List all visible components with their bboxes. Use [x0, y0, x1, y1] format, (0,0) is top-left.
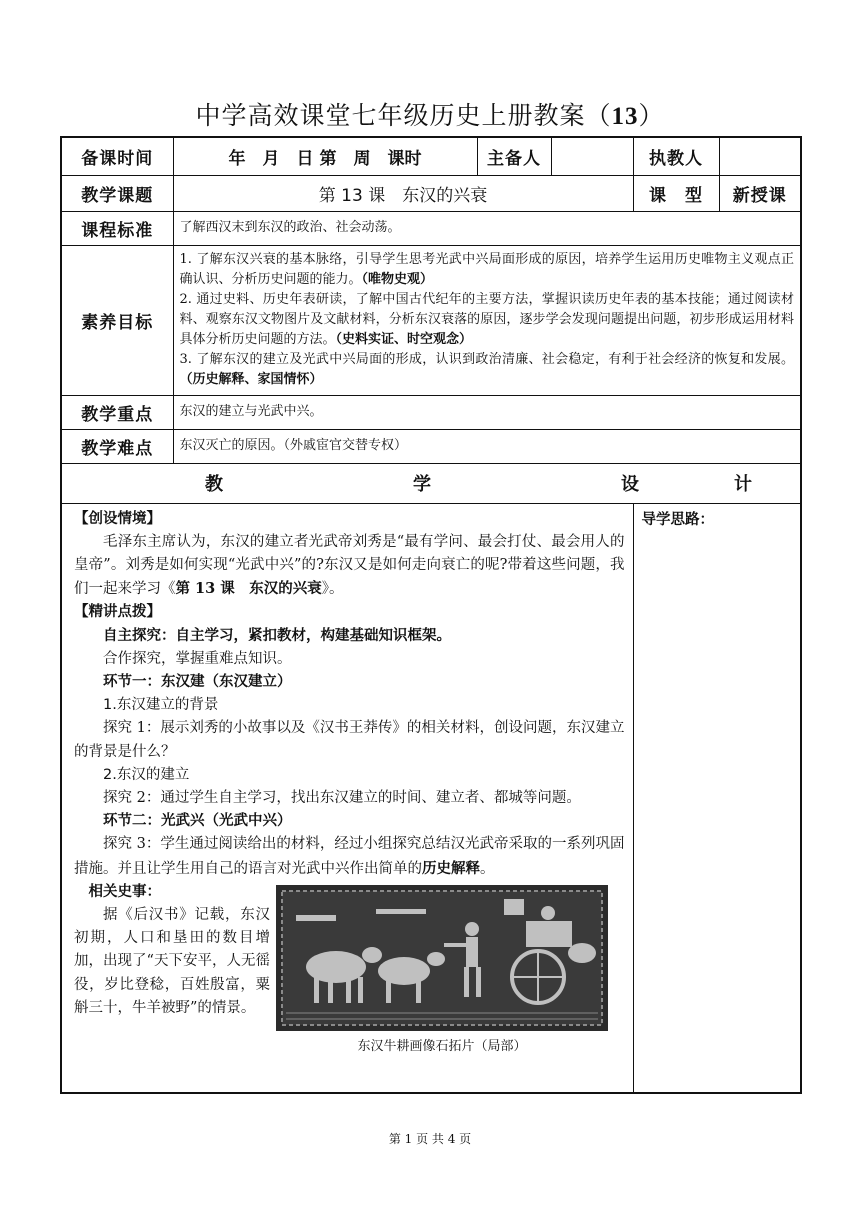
design-main-cell	[61, 503, 633, 1093]
rubbing-illustration	[276, 885, 608, 1031]
difficulties-row	[61, 429, 801, 463]
prep-time-value: 年 月 日 第 周 课时	[173, 137, 477, 175]
curriculum-row	[61, 211, 801, 245]
figure-caption: 东汉牛耕画像石拓片（局部）	[357, 1038, 527, 1054]
key-points-value: 东汉的建立与光武中兴。	[173, 395, 801, 429]
lesson-plan-table	[60, 136, 802, 1094]
scenario-heading: 【创设情境】	[74, 510, 161, 527]
related-history-text	[74, 881, 270, 1020]
related-history-body: 据《后汉书》记载，东汉初期，人口和垦田的数目增加，出现了“天下安平，人无徭役，岁比登稔，百姓殷富，粟斛三十，牛羊被野”的情景。	[74, 906, 270, 1016]
goals-label: 素养目标	[61, 245, 173, 395]
section-2-heading: 环节二：光武兴（光武中兴）	[103, 813, 292, 830]
related-history-block	[74, 881, 625, 1057]
page-footer: 第 1 页 共 4 页	[388, 1132, 472, 1146]
teacher-value	[719, 137, 801, 175]
goals-value	[173, 245, 801, 395]
scenario-text: 毛泽东主席认为，东汉的建立者光武帝刘秀是“最有学问、最会打仗、最会用人的皇帝”。刘秀是如何实现“光武中兴”的?东汉又是如何走向衰亡的呢?带着这些问题，我们一起来学习《第 13 课 东汉的兴衰》。	[74, 533, 625, 598]
curriculum-value: 了解西汉末到东汉的政治、社会动荡。	[173, 211, 801, 245]
header-row-time	[61, 137, 801, 175]
goals-row	[61, 245, 801, 395]
coop-explore: 合作探究，掌握重难点知识。	[103, 650, 292, 667]
section-1-heading: 环节一：东汉建（东汉建立）	[103, 673, 292, 690]
key-points-label: 教学重点	[61, 395, 173, 429]
type-label: 课 型	[633, 175, 719, 211]
header-row-topic	[61, 175, 801, 211]
topic-value: 第 13 课 东汉的兴衰	[173, 175, 633, 211]
curriculum-label: 课程标准	[61, 211, 173, 245]
explain-heading: 【精讲点拨】	[74, 604, 161, 621]
explore-3: 探究 3：学生通过阅读给出的材料，经过小组探究总结汉光武帝采取的一系列巩固措施。并且让学生用自己的语言对光武中兴作出简单的历史解释。	[74, 836, 625, 877]
subsection-1-heading: 1.东汉建立的背景	[103, 697, 219, 714]
teacher-label: 执教人	[633, 137, 719, 175]
self-explore: 自主探究：自主学习，紧扣教材，构建基础知识框架。	[103, 627, 451, 644]
goal-1: 1. 了解东汉兴衰的基本脉络，引导学生思考光武中兴局面形成的原因，培养学生运用历史唯物主义观点正确认识、分析历史问题的能力。（唯物史观）	[179, 252, 794, 287]
type-value: 新授课	[719, 175, 801, 211]
subsection-2-heading: 2.东汉的建立	[103, 766, 190, 783]
prep-time-label: 备课时间	[61, 137, 173, 175]
main-preparer-value	[551, 137, 633, 175]
design-content-row	[61, 503, 801, 1093]
main-preparer-label: 主备人	[477, 137, 551, 175]
explore-2: 探究 2：通过学生自主学习，找出东汉建立的时间、建立者、都城等问题。	[103, 789, 581, 806]
ox-plowing-rubbing-image	[276, 885, 608, 1031]
design-header: 教 学 设 计	[61, 463, 801, 503]
guide-cell	[633, 503, 801, 1093]
guide-label: 导学思路：	[641, 511, 714, 528]
goal-2: 2. 通过史料、历史年表研读，了解中国古代纪年的主要方法，掌握识读历史年表的基本技能；通过阅读材料、观察东汉文物图片及文献材料，分析东汉衰落的原因，逐步学会发现问题提出问题，初步形成运用材料具体分析历史问题的方法。（史料实证、时空观念）	[179, 292, 794, 347]
page-title: 中学高效课堂七年级历史上册教案（13）	[195, 101, 665, 130]
design-header-row	[61, 463, 801, 503]
key-points-row	[61, 395, 801, 429]
explore-1: 探究 1：展示刘秀的小故事以及《汉书王莽传》的相关材料，创设问题，东汉建立的背景是什么？	[74, 720, 625, 760]
difficulties-value: 东汉灭亡的原因。（外戚宦官交替专权）	[173, 429, 801, 463]
related-history-heading: 相关史事：	[88, 883, 161, 900]
difficulties-label: 教学难点	[61, 429, 173, 463]
goal-3: 3. 了解东汉的建立及光武中兴局面的形成，认识到政治清廉、社会稳定，有利于社会经济的恢复和发展。（历史解释、家国情怀）	[179, 352, 794, 387]
topic-label: 教学课题	[61, 175, 173, 211]
